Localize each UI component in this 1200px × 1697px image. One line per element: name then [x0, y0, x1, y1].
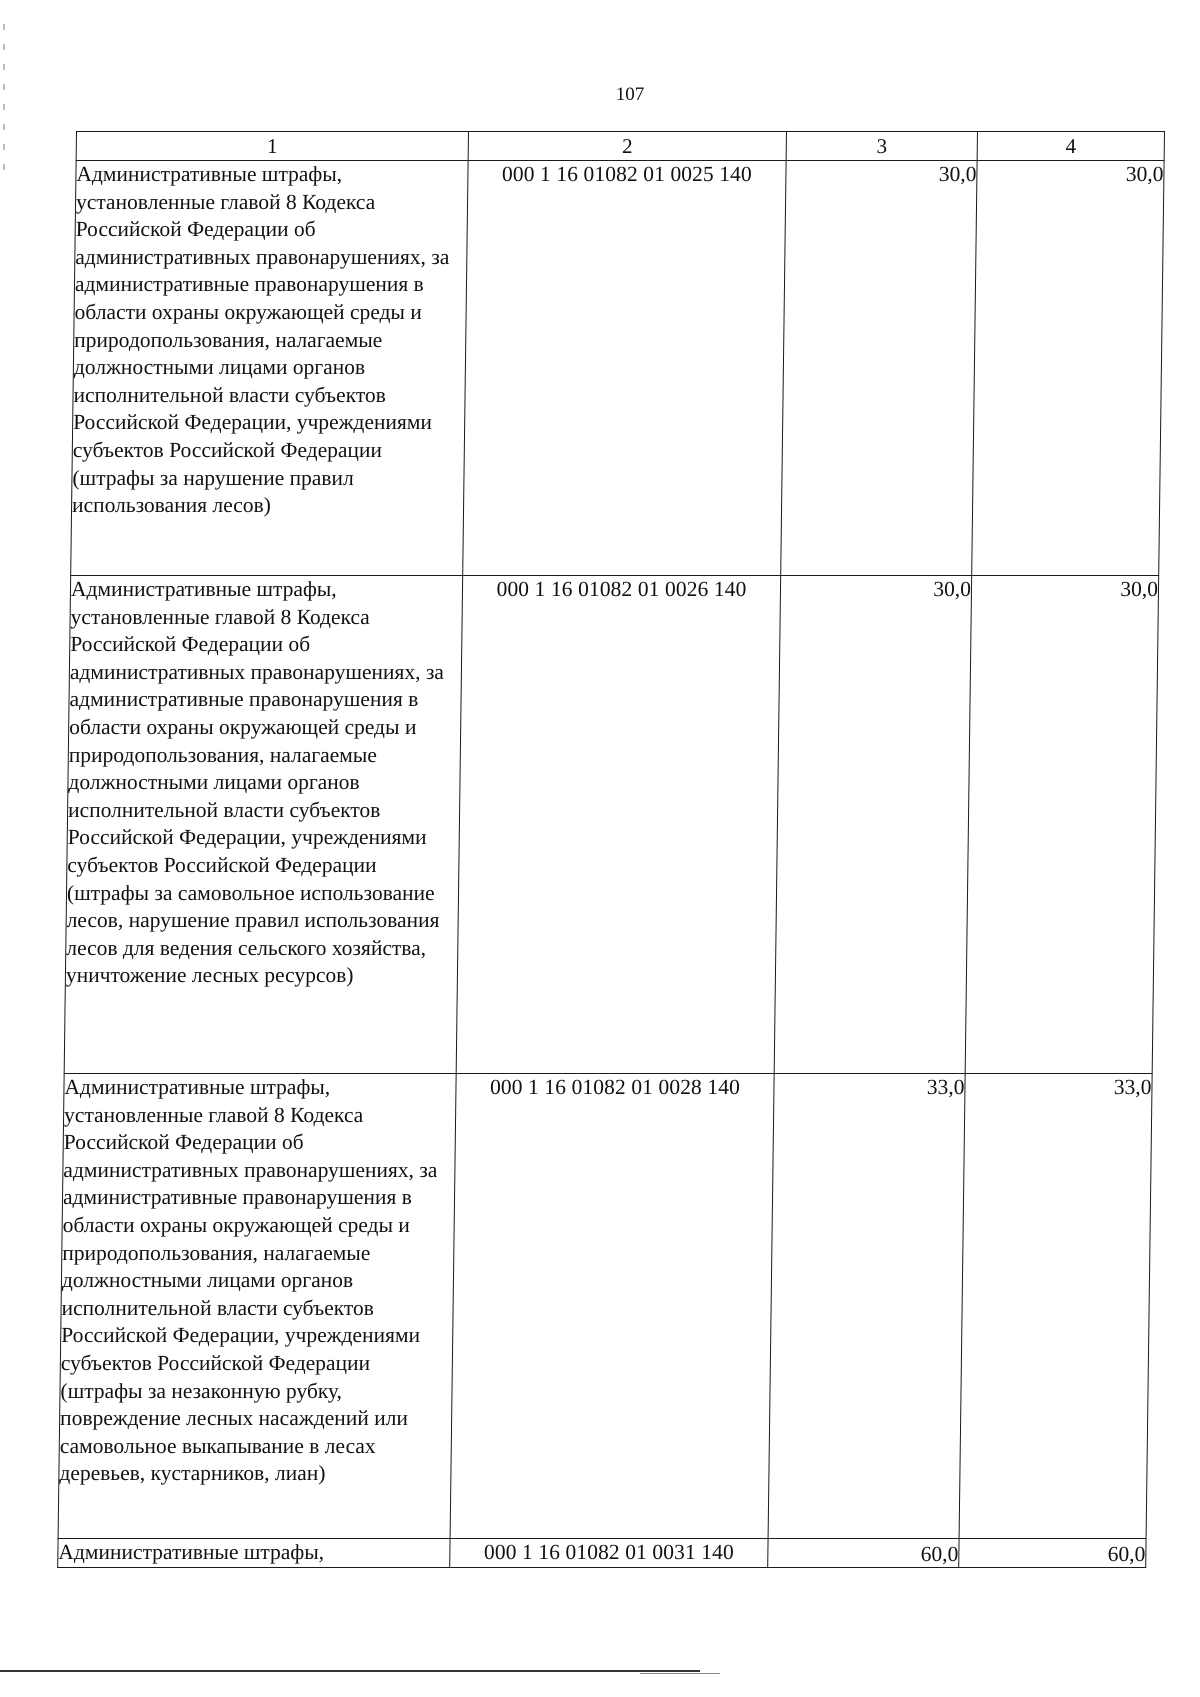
- page-number: 107: [615, 84, 645, 105]
- row-description: Административные штрафы, установленные главой 8 Кодекса Российской Федерации об административных правонарушениях, за административные правонарушения в области охраны окружающей среды и природопользования, налагаемые должностными лицами органов исполнительной власти субъектов Российской Федерации, учреждениями субъектов Российской Федерации (штрафы за самовольное использование лесов, нарушение правил использования лесов для ведения сельского хозяйства, уничтожение лесных ресурсов): [64, 576, 463, 1074]
- row-value-col3: 30,0: [781, 161, 977, 576]
- row-budget-code: 000 1 16 01082 01 0025 140: [463, 161, 786, 576]
- row-value-col4: 30,0: [965, 576, 1159, 1074]
- table-row: [64, 576, 1159, 1074]
- table-header-row: [76, 132, 1164, 161]
- table-row: [58, 1539, 1146, 1568]
- column-header-1: 1: [76, 132, 468, 161]
- row-value-col3: 60,0: [768, 1539, 959, 1568]
- column-header-4: 4: [977, 132, 1164, 161]
- column-header-2: 2: [468, 132, 786, 161]
- table-row: [71, 161, 1164, 576]
- bottom-divider-tail: [640, 1673, 720, 1674]
- row-value-col3: 33,0: [768, 1074, 965, 1539]
- row-description: Административные штрафы, установленные главой 8 Кодекса Российской Федерации об административных правонарушениях, за административные правонарушения в области охраны окружающей среды и природопользования, налагаемые должностными лицами органов исполнительной власти субъектов Российской Федерации, учреждениями субъектов Российской Федерации (штрафы за нарушение правил использования лесов): [71, 161, 468, 576]
- row-value-col4: 30,0: [972, 161, 1164, 576]
- bottom-divider: [0, 1670, 700, 1672]
- row-budget-code: 000 1 16 01082 01 0031 140: [450, 1539, 768, 1568]
- row-value-col4: 33,0: [959, 1074, 1152, 1539]
- row-budget-code: 000 1 16 01082 01 0026 140: [456, 576, 781, 1074]
- row-budget-code: 000 1 16 01082 01 0028 140: [450, 1074, 774, 1539]
- row-value-col3: 30,0: [774, 576, 972, 1074]
- scan-edge-marks: [0, 10, 7, 250]
- column-header-3: 3: [786, 132, 977, 161]
- table-row: [58, 1074, 1152, 1539]
- row-description: Административные штрафы,: [58, 1539, 450, 1568]
- row-value-col4: 60,0: [959, 1539, 1146, 1568]
- row-description: Административные штрафы, установленные главой 8 Кодекса Российской Федерации об административных правонарушениях, за административные правонарушения в области охраны окружающей среды и природопользования, налагаемые должностными лицами органов исполнительной власти субъектов Российской Федерации, учреждениями субъектов Российской Федерации (штрафы за незаконную рубку, повреждение лесных насаждений или самовольное выкапывание в лесах деревьев, кустарников, лиан): [58, 1074, 456, 1539]
- budget-table: [57, 131, 1165, 1568]
